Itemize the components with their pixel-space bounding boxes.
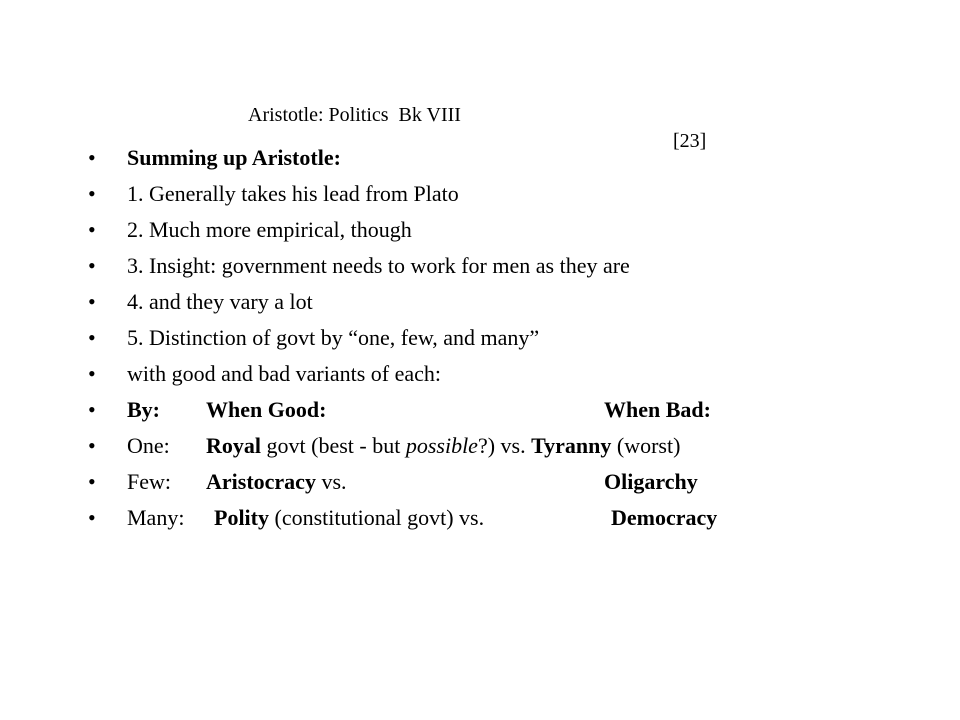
good-note: vs. [315, 469, 347, 494]
title-text: Aristotle: Politics Bk VIII [248, 104, 461, 126]
list-item [0, 320, 960, 356]
bullet-list [0, 140, 960, 536]
table-row-few [0, 464, 960, 500]
bullet-icon: • [88, 289, 96, 314]
bad-note: (worst) [611, 433, 681, 458]
bullet-text: 5. Distinction of govt by “one, few, and many” [127, 325, 540, 350]
when-good-header: When Good: [206, 397, 327, 422]
bullet-icon: • [88, 469, 96, 494]
bad-term: Oligarchy [604, 469, 698, 494]
good-term: Royal [206, 433, 261, 458]
bullet-text: 2. Much more empirical, though [127, 217, 412, 242]
list-item [0, 212, 960, 248]
list-item [0, 356, 960, 392]
good-variant [206, 464, 347, 500]
good-note: (constitutional govt) vs. [269, 505, 485, 530]
bad-term: Democracy [611, 505, 718, 530]
bullet-text: with good and bad variants of each: [127, 361, 442, 386]
bad-term: Tyranny [531, 433, 612, 458]
table-row-one [0, 428, 960, 464]
page-number: [23] [673, 130, 707, 152]
good-note-end: ?) vs. [477, 433, 532, 458]
bullet-icon: • [88, 145, 96, 170]
good-variant [206, 428, 680, 464]
bullet-text: 3. Insight: government needs to work for men as they are [127, 253, 630, 278]
by-header: By: [127, 397, 160, 422]
list-item [0, 248, 960, 284]
bullet-icon: • [88, 181, 96, 206]
bullet-icon: • [88, 505, 96, 530]
bullet-icon: • [88, 253, 96, 278]
bullet-text: 4. and they vary a lot [127, 289, 313, 314]
bullet-icon: • [88, 325, 96, 350]
when-bad-header: When Bad: [604, 397, 711, 422]
good-variant [214, 500, 484, 536]
table-row-many [0, 500, 960, 536]
bullet-text: 1. Generally takes his lead from Plato [127, 181, 459, 206]
bullet-icon: • [88, 361, 96, 386]
row-label: Many: [127, 505, 185, 530]
row-label: One: [127, 433, 170, 458]
good-note: govt (best - but [261, 433, 406, 458]
good-term: Aristocracy [206, 469, 316, 494]
bullet-icon: • [88, 433, 96, 458]
good-term: Polity [214, 505, 269, 530]
bullet-icon: • [88, 397, 96, 422]
bullet-icon: • [88, 217, 96, 242]
row-label: Few: [127, 469, 171, 494]
list-item [0, 284, 960, 320]
table-header-row [0, 392, 960, 428]
bullet-text: Summing up Aristotle: [127, 145, 341, 170]
list-item [0, 176, 960, 212]
good-note-italic: possible [405, 433, 478, 458]
list-item [0, 140, 960, 176]
